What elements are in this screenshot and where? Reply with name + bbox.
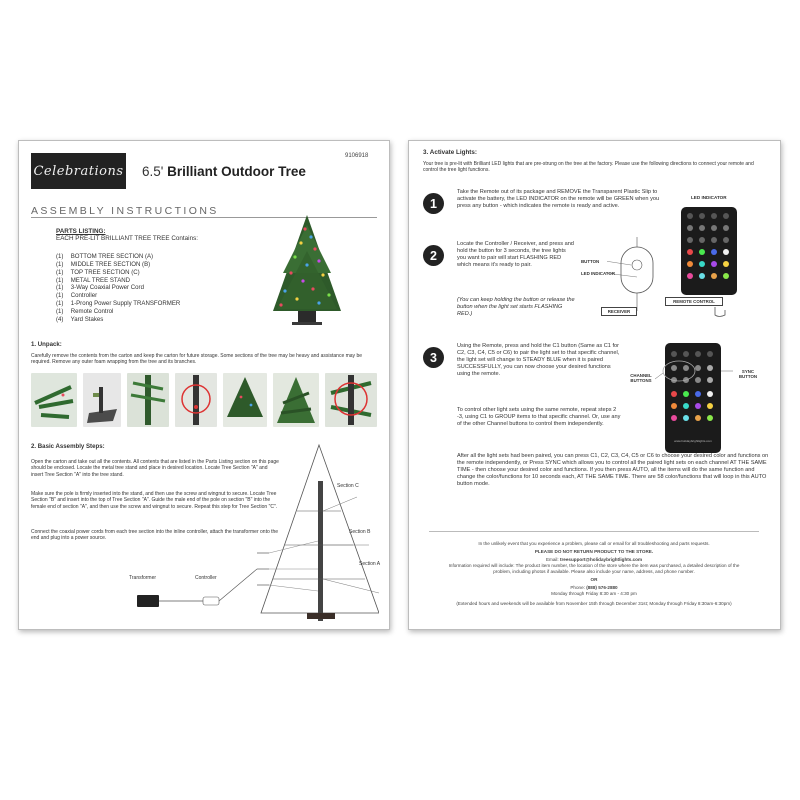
parts-list (56, 253, 236, 324)
remote-button (687, 273, 693, 279)
remote-button (699, 237, 705, 243)
remote-button (687, 249, 693, 255)
remote-button (695, 415, 701, 421)
hand-press-icon (709, 305, 731, 319)
instruction-page-left (18, 140, 390, 630)
remote-button (699, 249, 705, 255)
footer-divider (429, 531, 759, 532)
remote-button (695, 403, 701, 409)
list-item: (1) BOTTOM TREE SECTION (A) (56, 253, 154, 260)
list-item: (1) Remote Control (56, 307, 114, 315)
footer-phone-line: Phone: (888) 576-2880 (570, 585, 618, 590)
label-controller: Controller (195, 575, 217, 581)
label-transformer: Transformer (129, 575, 157, 581)
list-item: (1) Controller (56, 292, 98, 300)
led-label-small: LED INDICATOR (581, 271, 615, 276)
photo-assembled-section (223, 373, 267, 427)
photo-pole-joint (325, 373, 377, 427)
activate-heading: 3. Activate Lights: (423, 149, 477, 156)
assembly-paragraph-2: Make sure the pole is firmly inserted into the stand, and then use the screw and wingnut to secure. Locate Tree Section "B" and insert into the top of Tree Section "A". Guide the male end of the pole on section "B" into the female end of section "A", and then use the screw and wingnut to secure. Repeat this step for Tree Section "C". (31, 491, 278, 510)
remote-button (687, 261, 693, 267)
instruction-page-right (408, 140, 781, 630)
remote-button (711, 261, 717, 267)
list-item: (1) 3-Way Coaxial Power Cord (56, 284, 144, 292)
sync-button-label: SYNC BUTTON (738, 369, 758, 379)
step-2-note: (You can keep holding the button or release the button when the light set starts FLASHING RED.) (457, 297, 575, 317)
list-item: (1) TOP TREE SECTION (C) (56, 268, 140, 276)
photo-pole (127, 373, 169, 427)
list-item: (1) 1-Prong Power Supply TRANSFORMER (56, 300, 181, 308)
step-2-text: Locate the Controller / Receiver, and press and hold the button for 3 seconds, the tree lights you want to pair will start FLASHING RED which means it's ready to pair. (457, 241, 574, 268)
remote-button (683, 415, 689, 421)
list-item: (4) Yard Stakes (56, 315, 104, 323)
support-phone-link[interactable]: (888) 576-2880 (586, 585, 618, 590)
remote-brand-text: www.holidaybrightlights.com (674, 439, 712, 443)
activate-intro: Your tree is pre-lit with Brilliant LED lights that are pre-strung on the tree at the factory. Please use the following directions to connect your remote and control the tree light functions. (423, 161, 754, 174)
button-label: BUTTON (581, 259, 600, 264)
led-indicator-label: LED INDICATOR (691, 195, 727, 200)
remote-button (683, 403, 689, 409)
footer-email-line: Email: treesupport@holidaybrightlights.com (545, 557, 643, 562)
footer-line-1: In the unlikely event that you experience a problem, please call or email for all troubleshooting and parts requests. (478, 541, 710, 546)
label-section-b: Section B (349, 529, 371, 535)
remote-button (687, 237, 693, 243)
remote-button (723, 249, 729, 255)
remote-control-image (681, 207, 737, 295)
remote-button (711, 225, 717, 231)
step-3-text-2: To control other light sets using the same remote, repeat steps 2 -3, using C1 to GROUP items to that specific channel. Or, use any of the other Channel buttons to control them independently. (457, 407, 621, 427)
label-section-c: Section C (337, 483, 359, 489)
remote-button (671, 415, 677, 421)
photo-connector (175, 373, 217, 427)
step-2-badge: 2 (423, 245, 444, 266)
step-1-text: Take the Remote out of its package and REMOVE the Transparent Plastic Slip to activate the battery, the LED INDICATOR on the remote will be GREEN when you press any button - which indicates the remote is ready and active. (457, 189, 660, 209)
remote-button (723, 225, 729, 231)
sku-number: 9106918 (345, 153, 369, 159)
title-main: Brilliant Outdoor Tree (167, 164, 306, 179)
receiver-image (607, 237, 667, 311)
photo-branch-fluffed (273, 373, 319, 427)
parts-heading: PARTS LISTING: (56, 228, 106, 235)
channel-callouts (649, 357, 739, 397)
title-prefix: 6.5' (142, 164, 164, 179)
label-section-a: Section A (359, 561, 381, 567)
assembly-paragraph-1: Open the carton and take out all the contents. All contents that are listed in the Parts Listing section on this page should be enclosed. Locate the metal tree stand and place in desired location. Locate Tree Section "A" and insert Tree Section "A" into the tree stand. (31, 459, 279, 478)
tree-product-image (257, 211, 357, 333)
photo-branch (31, 373, 77, 427)
remote-control-label: REMOTE CONTROL (665, 297, 723, 306)
assembly-diagram (119, 441, 379, 623)
pairing-paragraph: After all the light sets had been paired, you can press C1, C2, C3, C4, C5 or C6 to choose your desired color and functions on the remote independently, or Press SYNC which allows you to control all the paired light sets on each channel AT THE SAME TIME - then choose your desired color and functions. If you then press AUTO, all the items will do the same function and change the color/functions for 10 seconds each, AT THE SAME TIME. There are 58 color/functions that will loop in this AUTO button mode. (457, 453, 769, 487)
remote-button (723, 213, 729, 219)
remote-button (723, 237, 729, 243)
unpack-heading: 1. Unpack: (31, 341, 62, 348)
list-item: (1) METAL TREE STAND (56, 276, 131, 284)
receiver-label: RECEIVER (601, 307, 637, 316)
step-1-badge: 1 (423, 193, 444, 214)
support-email-link[interactable]: treesupport@holidaybrightlights.com (559, 557, 643, 562)
remote-button (707, 415, 713, 421)
footer-do-not-return: PLEASE DO NOT RETURN PRODUCT TO THE STORE. (534, 549, 654, 554)
footer-hours: Monday through Friday 8:30 am - 4:30 pm (551, 591, 637, 596)
step-3-text: Using the Remote, press and hold the C1 button (Same as C1 for C2, C3, C4, C5 or C6) to pair the light set to that specific channel, the light set will change to STEADY BLUE when it is paired SUCCESSFULLY, you can now choose your desired functions using the remote. (457, 343, 620, 377)
remote-button (699, 225, 705, 231)
list-item: (1) MIDDLE TREE SECTION (B) (56, 260, 151, 268)
footer-or: OR (590, 577, 598, 582)
assembly-heading: ASSEMBLY INSTRUCTIONS (31, 205, 219, 217)
assembly-steps-heading: 2. Basic Assembly Steps: (31, 443, 105, 450)
remote-button (711, 237, 717, 243)
parts-subheading: EACH PRE-LIT BRILLIANT TREE TREE Contains: (56, 235, 198, 242)
assembly-paragraph-3: Connect the coaxial power cords from each tree section into the inline controller, attach the transformer onto the end and plug into a power source. (31, 529, 279, 542)
remote-button (723, 273, 729, 279)
photo-stand (83, 373, 121, 427)
remote-button (687, 225, 693, 231)
remote-button (711, 249, 717, 255)
remote-button (707, 403, 713, 409)
remote-button (711, 213, 717, 219)
footer-extended-hours: (Extended hours and weekends will be available from November 15th through December 31st; Monday through Friday 8:30am-6:30pm) (456, 601, 732, 606)
remote-button (699, 213, 705, 219)
celebrations-logo: Celebrations (31, 153, 126, 189)
remote-button (687, 213, 693, 219)
unpack-text: Carefully remove the contents from the carton and keep the carton for future storage. Some sections of the tree may be heavy and assistance may be required. Remove any outer foam wrapping from the tree and its branches. (31, 353, 363, 366)
support-footer (429, 541, 759, 607)
remote-button (711, 273, 717, 279)
step-3-badge: 3 (423, 347, 444, 368)
remote-button (671, 403, 677, 409)
remote-button (699, 261, 705, 267)
product-title (142, 164, 306, 179)
channel-buttons-label: CHANNEL BUTTONS (630, 373, 652, 383)
remote-button (699, 273, 705, 279)
footer-info: Information required will include: The product item number, the location of the store where the item was purchased, a detailed description of the problem, including photos if available. Please also include your name, address, and phone number. (448, 563, 740, 574)
remote-button (723, 261, 729, 267)
